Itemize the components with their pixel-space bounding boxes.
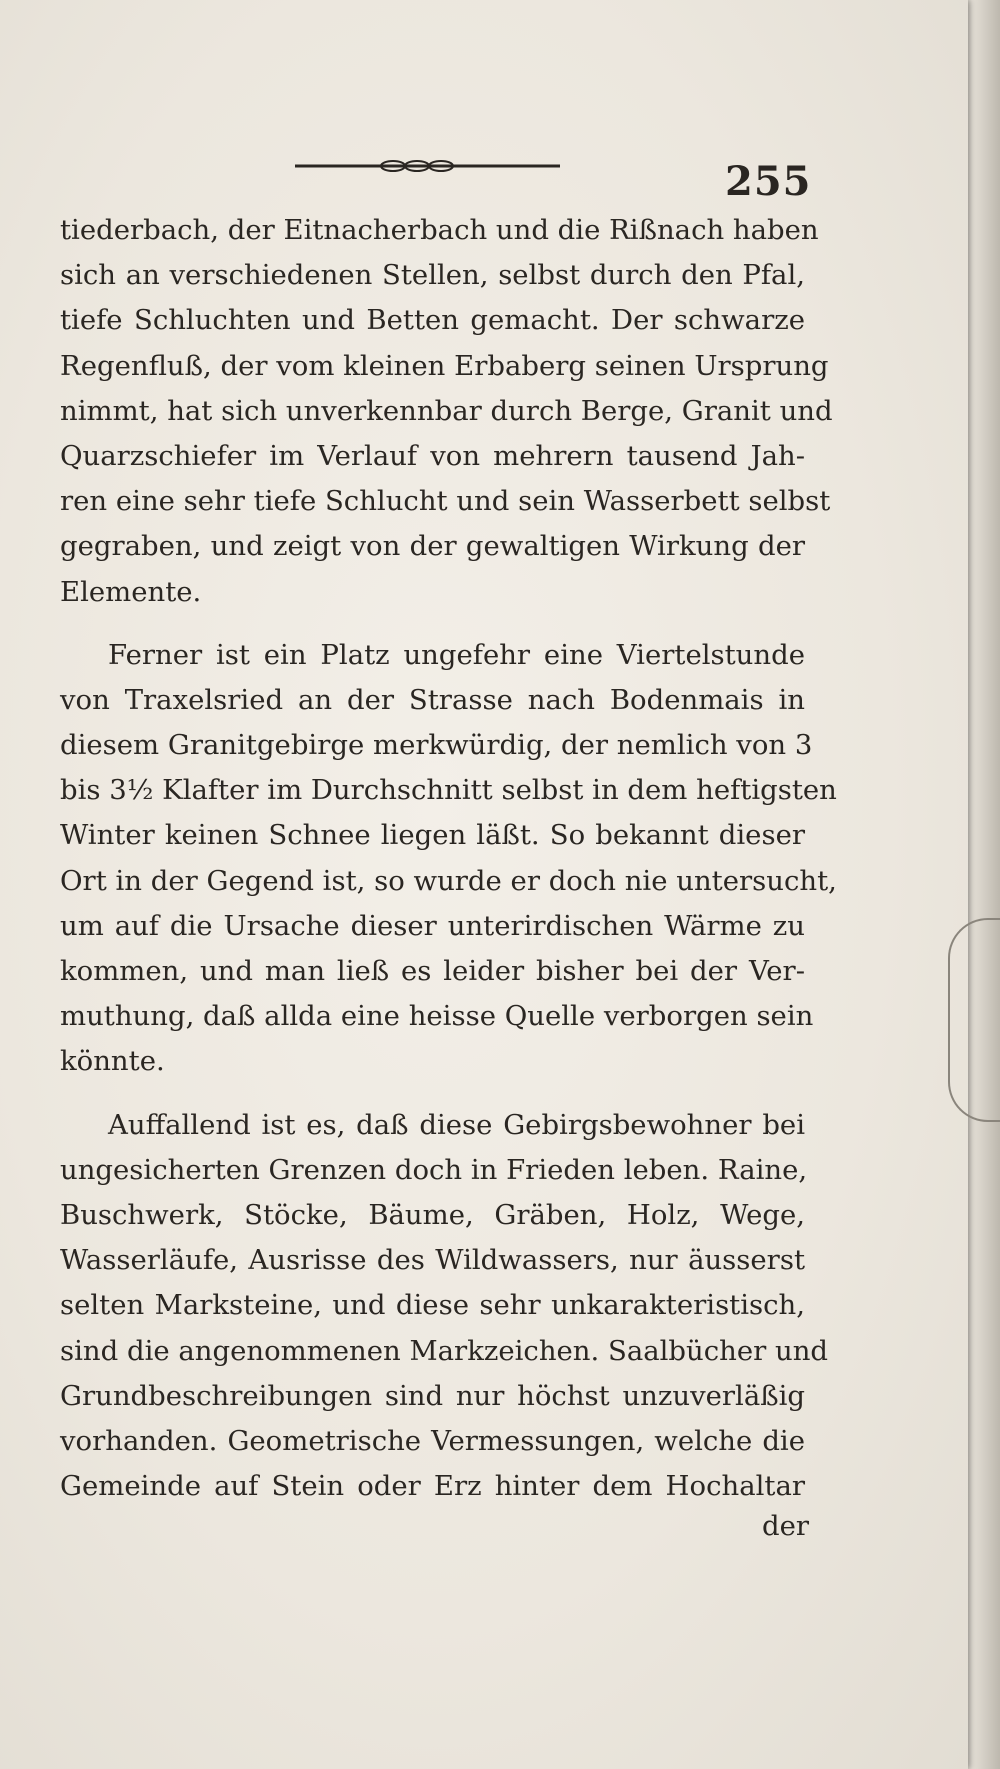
text-line: Buschwerk, Stöcke, Bäume, Gräben, Holz, Wege, xyxy=(60,1198,805,1231)
text-line: Ort in der Gegend ist, so wurde er doch nie untersucht, xyxy=(60,864,837,897)
text-line: Quarzschiefer im Verlauf von mehrern tausend Jah- xyxy=(60,439,805,472)
text-line: Winter keinen Schnee liegen läßt. So bekannt dieser xyxy=(60,819,805,852)
text-line: ren eine sehr tiefe Schlucht und sein Wasserbett selbst xyxy=(60,485,831,518)
text-line: von Traxelsried an der Strasse nach Bodenmais in xyxy=(60,683,805,716)
text-line: muthung, daß allda eine heisse Quelle verborgen sein xyxy=(60,1000,814,1033)
text-line: um auf die Ursache dieser unterirdischen Wärme zu xyxy=(60,909,805,942)
catchword: der xyxy=(762,1510,810,1542)
text-line: Wasserläufe, Ausrisse des Wildwassers, nur äusserst xyxy=(60,1244,805,1277)
paragraph-3 xyxy=(60,1103,829,1510)
paragraph-gap xyxy=(60,615,805,633)
text-line: sind die angenommenen Markzeichen. Saalbücher und xyxy=(60,1334,829,1367)
paragraph-1 xyxy=(60,208,833,615)
text-line: diesem Granitgebirge merkwürdig, der nemlich von 3 xyxy=(60,729,813,762)
text-line: tiederbach, der Eitnacherbach und die Rißnach haben xyxy=(60,214,819,246)
paragraph-2 xyxy=(60,633,837,1085)
text-line: Regenfluß, der vom kleinen Erbaberg seinen Ursprung xyxy=(60,349,829,382)
text-line: kommen, und man ließ es leider bisher bei der Ver- xyxy=(60,955,805,987)
text-line: bis 3½ Klafter im Durchschnitt selbst in dem heftigsten xyxy=(60,774,837,807)
text-line: nimmt, hat sich unverkennbar durch Berge, Granit und xyxy=(60,394,833,427)
text-line: Grundbeschreibungen sind nur höchst unzuverläßig xyxy=(60,1379,805,1412)
binder-clip xyxy=(948,918,1000,1122)
text-line: könnte. xyxy=(60,1045,165,1078)
text-line: Auffallend ist es, daß diese Gebirgsbewohner bei xyxy=(108,1108,805,1141)
text-line: gegraben, und zeigt von der gewaltigen Wirkung der xyxy=(60,530,805,563)
text-line: Gemeinde auf Stein oder Erz hinter dem Hochaltar xyxy=(60,1470,805,1503)
text-line: tiefe Schluchten und Betten gemacht. Der schwarze xyxy=(60,304,805,337)
text-line: selten Marksteine, und diese sehr unkarakteristisch, xyxy=(60,1289,805,1322)
text-line: sich an verschiedenen Stellen, selbst durch den Pfal, xyxy=(60,259,805,292)
text-line: Ferner ist ein Platz ungefehr eine Viertelstunde xyxy=(108,638,805,671)
text-line: Elemente. xyxy=(60,575,202,608)
page-number: 255 xyxy=(725,158,812,205)
paragraph-gap xyxy=(60,1085,805,1103)
text-line: vorhanden. Geometrische Vermessungen, welche die xyxy=(60,1424,805,1457)
header-ornament xyxy=(295,158,560,174)
text-line: ungesicherten Grenzen doch in Frieden leben. Raine, xyxy=(60,1153,808,1186)
body-text xyxy=(60,208,837,1509)
